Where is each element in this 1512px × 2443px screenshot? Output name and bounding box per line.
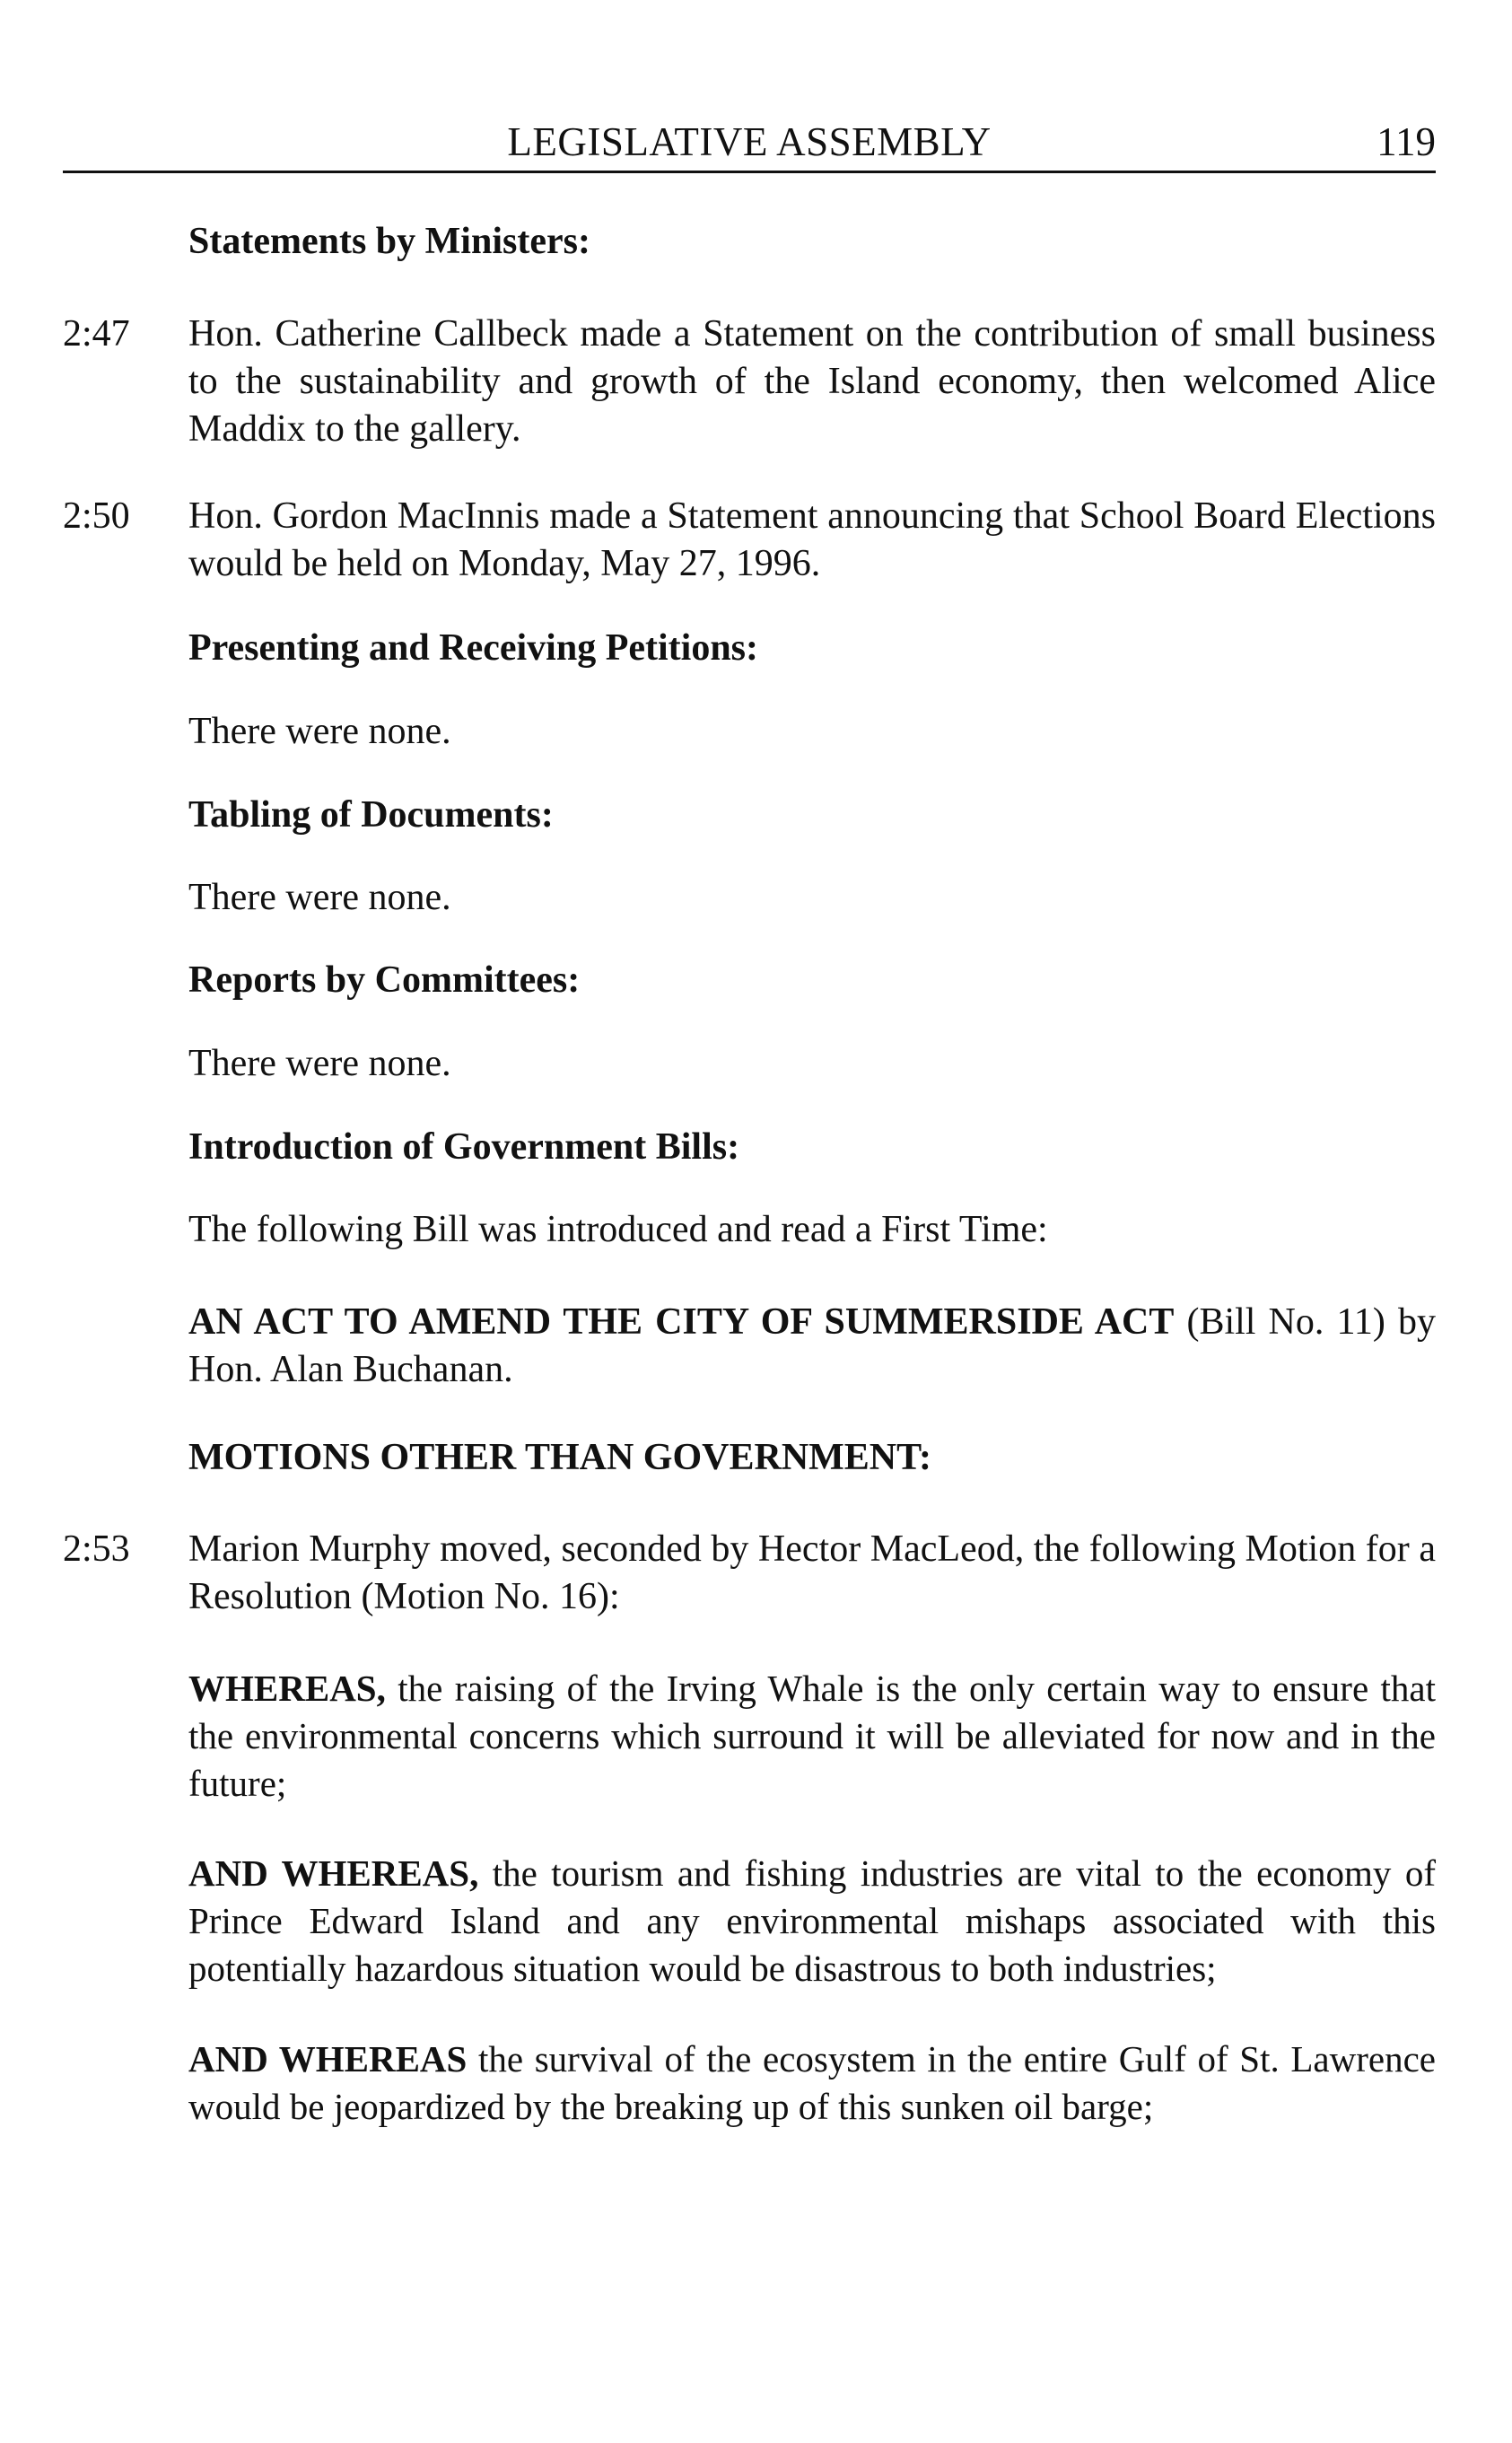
whereas-text-1: the raising of the Irving Whale is the only certain way to ensure that the environmental concerns which surround it will be alleviated for now and in the future; xyxy=(188,1668,1436,1804)
documents-heading: Tabling of Documents: xyxy=(188,794,554,836)
statement-text-2: Hon. Gordon MacInnis made a Statement announcing that School Board Elections would be held on Monday, May 27, 1996. xyxy=(188,495,1436,584)
bill-title: AN ACT TO AMEND THE CITY OF SUMMERSIDE ACT xyxy=(188,1301,1175,1343)
statement-time-2: 2:50 xyxy=(63,495,130,537)
bill-detail: (Bill No. 11) by Hon. Alan Buchanan. xyxy=(188,1301,1436,1390)
motion-text: Marion Murphy moved, seconded by Hector MacLeod, the following Motion for a Resolution (Motion No. 16): xyxy=(188,1528,1436,1617)
whereas-clause-2 xyxy=(188,1850,1436,1992)
motions-heading: MOTIONS OTHER THAN GOVERNMENT: xyxy=(188,1437,932,1478)
whereas-clause-1 xyxy=(188,1665,1436,1808)
bills-heading: Introduction of Government Bills: xyxy=(188,1126,740,1168)
whereas-keyword-1: WHEREAS, xyxy=(188,1668,386,1709)
committees-body: There were none. xyxy=(188,1043,451,1084)
whereas-text-2: the tourism and fishing industries are vital to the economy of Prince Edward Island and any environmental mishaps associated with this potentially hazardous situation would be disastrous to both industries; xyxy=(188,1852,1436,1989)
bills-intro: The following Bill was introduced and read a First Time: xyxy=(188,1209,1048,1250)
whereas-keyword-3: AND WHEREAS xyxy=(188,2038,468,2080)
whereas-keyword-2: AND WHEREAS, xyxy=(188,1852,479,1894)
motion-time: 2:53 xyxy=(63,1528,130,1570)
statement-time-1: 2:47 xyxy=(63,313,130,355)
page-number: 119 xyxy=(1377,119,1436,164)
statements-heading: Statements by Ministers: xyxy=(188,221,590,262)
bill-entry xyxy=(188,1299,1436,1394)
whereas-text-3: the survival of the ecosystem in the entire Gulf of St. Lawrence would be jeopardized by the breaking up of this sunken oil barge; xyxy=(188,2038,1436,2127)
documents-body: There were none. xyxy=(188,877,451,918)
petitions-body: There were none. xyxy=(188,711,451,752)
committees-heading: Reports by Committees: xyxy=(188,959,581,1001)
petitions-heading: Presenting and Receiving Petitions: xyxy=(188,627,759,669)
header-title: LEGISLATIVE ASSEMBLY xyxy=(507,119,992,164)
page-header xyxy=(63,115,1436,173)
statement-text-1: Hon. Catherine Callbeck made a Statement on the contribution of small business to the sustainability and growth of the Island economy, then welcomed Alice Maddix to the gallery. xyxy=(188,313,1436,450)
whereas-clause-3 xyxy=(188,2036,1436,2131)
